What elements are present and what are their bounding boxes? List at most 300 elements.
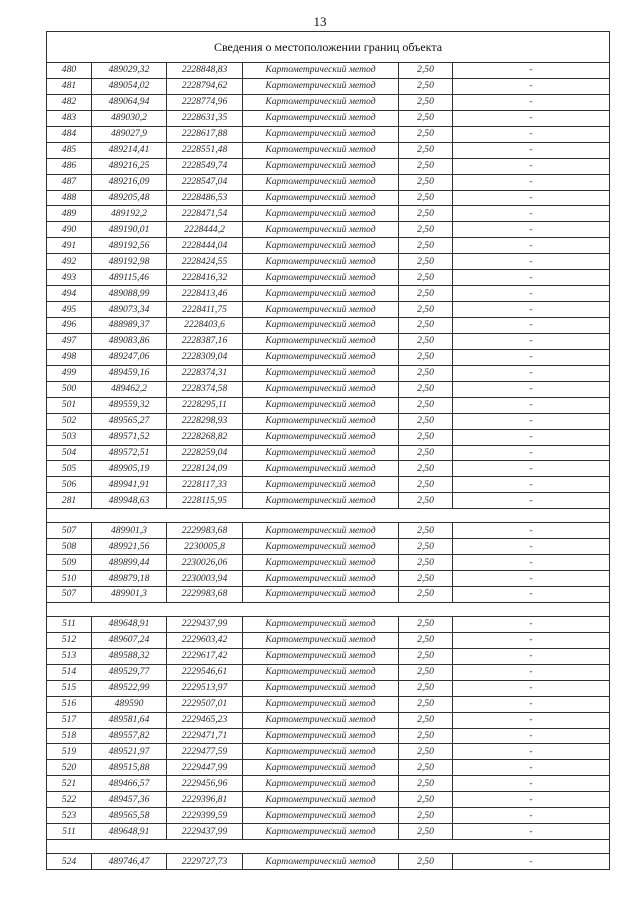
table-row bbox=[47, 286, 610, 302]
method-cell: Картометрический метод bbox=[243, 664, 399, 680]
description-cell: - bbox=[453, 413, 610, 429]
table-row bbox=[47, 158, 610, 174]
point-number-cell: 511 bbox=[47, 616, 92, 632]
y-coordinate-cell: 2228551,48 bbox=[167, 142, 243, 158]
table-row bbox=[47, 477, 610, 493]
description-cell: - bbox=[453, 648, 610, 664]
accuracy-cell: 2,50 bbox=[399, 728, 453, 744]
x-coordinate-cell: 489115,46 bbox=[92, 270, 167, 286]
accuracy-cell: 2,50 bbox=[399, 190, 453, 206]
description-cell: - bbox=[453, 808, 610, 824]
separator-cell bbox=[47, 602, 610, 616]
point-number-cell: 488 bbox=[47, 190, 92, 206]
x-coordinate-cell: 489205,48 bbox=[92, 190, 167, 206]
point-number-cell: 519 bbox=[47, 744, 92, 760]
table-row bbox=[47, 142, 610, 158]
y-coordinate-cell: 2229471,71 bbox=[167, 728, 243, 744]
point-number-cell: 496 bbox=[47, 318, 92, 334]
y-coordinate-cell: 2228411,75 bbox=[167, 302, 243, 318]
method-cell: Картометрический метод bbox=[243, 190, 399, 206]
x-coordinate-cell: 489192,2 bbox=[92, 206, 167, 222]
x-coordinate-cell: 489901,3 bbox=[92, 587, 167, 603]
accuracy-cell: 2,50 bbox=[399, 696, 453, 712]
x-coordinate-cell: 489746,47 bbox=[92, 854, 167, 870]
x-coordinate-cell: 489571,52 bbox=[92, 429, 167, 445]
x-coordinate-cell: 488989,37 bbox=[92, 318, 167, 334]
table-row bbox=[47, 206, 610, 222]
y-coordinate-cell: 2229617,42 bbox=[167, 648, 243, 664]
table-row bbox=[47, 238, 610, 254]
y-coordinate-cell: 2229456,96 bbox=[167, 776, 243, 792]
x-coordinate-cell: 489073,34 bbox=[92, 302, 167, 318]
y-coordinate-cell: 2228547,04 bbox=[167, 174, 243, 190]
y-coordinate-cell: 2228794,62 bbox=[167, 78, 243, 94]
x-coordinate-cell: 489029,32 bbox=[92, 63, 167, 79]
point-number-cell: 524 bbox=[47, 854, 92, 870]
x-coordinate-cell: 489905,19 bbox=[92, 461, 167, 477]
method-cell: Картометрический метод bbox=[243, 63, 399, 79]
method-cell: Картометрический метод bbox=[243, 333, 399, 349]
method-cell: Картометрический метод bbox=[243, 110, 399, 126]
accuracy-cell: 2,50 bbox=[399, 222, 453, 238]
method-cell: Картометрический метод bbox=[243, 78, 399, 94]
accuracy-cell: 2,50 bbox=[399, 477, 453, 493]
description-cell: - bbox=[453, 94, 610, 110]
method-cell: Картометрический метод bbox=[243, 222, 399, 238]
x-coordinate-cell: 489515,88 bbox=[92, 760, 167, 776]
group-separator bbox=[47, 840, 610, 854]
table-row bbox=[47, 616, 610, 632]
y-coordinate-cell: 2228374,58 bbox=[167, 381, 243, 397]
method-cell: Картометрический метод bbox=[243, 126, 399, 142]
x-coordinate-cell: 489648,91 bbox=[92, 824, 167, 840]
table-row bbox=[47, 808, 610, 824]
table-row bbox=[47, 760, 610, 776]
table-row bbox=[47, 254, 610, 270]
accuracy-cell: 2,50 bbox=[399, 126, 453, 142]
point-number-cell: 523 bbox=[47, 808, 92, 824]
y-coordinate-cell: 2228309,04 bbox=[167, 349, 243, 365]
description-cell: - bbox=[453, 555, 610, 571]
table-row bbox=[47, 776, 610, 792]
table-row bbox=[47, 397, 610, 413]
y-coordinate-cell: 2229477,59 bbox=[167, 744, 243, 760]
accuracy-cell: 2,50 bbox=[399, 397, 453, 413]
table-row bbox=[47, 318, 610, 334]
accuracy-cell: 2,50 bbox=[399, 254, 453, 270]
accuracy-cell: 2,50 bbox=[399, 824, 453, 840]
y-coordinate-cell: 2229447,99 bbox=[167, 760, 243, 776]
description-cell: - bbox=[453, 744, 610, 760]
description-cell: - bbox=[453, 238, 610, 254]
x-coordinate-cell: 489459,16 bbox=[92, 365, 167, 381]
accuracy-cell: 2,50 bbox=[399, 712, 453, 728]
point-number-cell: 481 bbox=[47, 78, 92, 94]
y-coordinate-cell: 2228387,16 bbox=[167, 333, 243, 349]
accuracy-cell: 2,50 bbox=[399, 571, 453, 587]
accuracy-cell: 2,50 bbox=[399, 158, 453, 174]
method-cell: Картометрический метод bbox=[243, 286, 399, 302]
description-cell: - bbox=[453, 270, 610, 286]
x-coordinate-cell: 489030,2 bbox=[92, 110, 167, 126]
description-cell: - bbox=[453, 539, 610, 555]
description-cell: - bbox=[453, 174, 610, 190]
x-coordinate-cell: 489214,41 bbox=[92, 142, 167, 158]
accuracy-cell: 2,50 bbox=[399, 63, 453, 79]
point-number-cell: 507 bbox=[47, 587, 92, 603]
boundary-table bbox=[46, 31, 610, 870]
description-cell: - bbox=[453, 712, 610, 728]
y-coordinate-cell: 2228124,09 bbox=[167, 461, 243, 477]
x-coordinate-cell: 489588,32 bbox=[92, 648, 167, 664]
description-cell: - bbox=[453, 349, 610, 365]
y-coordinate-cell: 2228444,2 bbox=[167, 222, 243, 238]
description-cell: - bbox=[453, 190, 610, 206]
accuracy-cell: 2,50 bbox=[399, 413, 453, 429]
y-coordinate-cell: 2229513,97 bbox=[167, 680, 243, 696]
description-cell: - bbox=[453, 854, 610, 870]
point-number-cell: 497 bbox=[47, 333, 92, 349]
table-row bbox=[47, 94, 610, 110]
point-number-cell: 520 bbox=[47, 760, 92, 776]
point-number-cell: 501 bbox=[47, 397, 92, 413]
description-cell: - bbox=[453, 776, 610, 792]
method-cell: Картометрический метод bbox=[243, 808, 399, 824]
table-row bbox=[47, 712, 610, 728]
x-coordinate-cell: 489572,51 bbox=[92, 445, 167, 461]
y-coordinate-cell: 2228486,53 bbox=[167, 190, 243, 206]
accuracy-cell: 2,50 bbox=[399, 760, 453, 776]
y-coordinate-cell: 2229727,73 bbox=[167, 854, 243, 870]
method-cell: Картометрический метод bbox=[243, 302, 399, 318]
point-number-cell: 480 bbox=[47, 63, 92, 79]
description-cell: - bbox=[453, 571, 610, 587]
y-coordinate-cell: 2228774,96 bbox=[167, 94, 243, 110]
y-coordinate-cell: 2228374,31 bbox=[167, 365, 243, 381]
point-number-cell: 512 bbox=[47, 632, 92, 648]
x-coordinate-cell: 489648,91 bbox=[92, 616, 167, 632]
method-cell: Картометрический метод bbox=[243, 413, 399, 429]
y-coordinate-cell: 2228117,33 bbox=[167, 477, 243, 493]
method-cell: Картометрический метод bbox=[243, 680, 399, 696]
description-cell: - bbox=[453, 158, 610, 174]
description-cell: - bbox=[453, 664, 610, 680]
x-coordinate-cell: 489083,86 bbox=[92, 333, 167, 349]
description-cell: - bbox=[453, 286, 610, 302]
x-coordinate-cell: 489466,57 bbox=[92, 776, 167, 792]
y-coordinate-cell: 2228471,54 bbox=[167, 206, 243, 222]
description-cell: - bbox=[453, 728, 610, 744]
table-row bbox=[47, 744, 610, 760]
description-cell: - bbox=[453, 696, 610, 712]
point-number-cell: 489 bbox=[47, 206, 92, 222]
x-coordinate-cell: 489247,06 bbox=[92, 349, 167, 365]
y-coordinate-cell: 2229396,81 bbox=[167, 792, 243, 808]
description-cell: - bbox=[453, 142, 610, 158]
point-number-cell: 504 bbox=[47, 445, 92, 461]
table-row bbox=[47, 333, 610, 349]
separator-cell bbox=[47, 840, 610, 854]
table-row bbox=[47, 270, 610, 286]
x-coordinate-cell: 489462,2 bbox=[92, 381, 167, 397]
method-cell: Картометрический метод bbox=[243, 365, 399, 381]
x-coordinate-cell: 489190,01 bbox=[92, 222, 167, 238]
table-row bbox=[47, 381, 610, 397]
point-number-cell: 522 bbox=[47, 792, 92, 808]
y-coordinate-cell: 2229437,99 bbox=[167, 616, 243, 632]
method-cell: Картометрический метод bbox=[243, 648, 399, 664]
y-coordinate-cell: 2230003,94 bbox=[167, 571, 243, 587]
method-cell: Картометрический метод bbox=[243, 587, 399, 603]
y-coordinate-cell: 2228444,04 bbox=[167, 238, 243, 254]
method-cell: Картометрический метод bbox=[243, 429, 399, 445]
description-cell: - bbox=[453, 110, 610, 126]
point-number-cell: 521 bbox=[47, 776, 92, 792]
method-cell: Картометрический метод bbox=[243, 142, 399, 158]
x-coordinate-cell: 489559,32 bbox=[92, 397, 167, 413]
table-row bbox=[47, 696, 610, 712]
y-coordinate-cell: 2228424,55 bbox=[167, 254, 243, 270]
accuracy-cell: 2,50 bbox=[399, 142, 453, 158]
point-number-cell: 494 bbox=[47, 286, 92, 302]
table-row bbox=[47, 571, 610, 587]
table-row bbox=[47, 63, 610, 79]
point-number-cell: 511 bbox=[47, 824, 92, 840]
description-cell: - bbox=[453, 760, 610, 776]
table-row bbox=[47, 445, 610, 461]
table-row bbox=[47, 824, 610, 840]
accuracy-cell: 2,50 bbox=[399, 206, 453, 222]
point-number-cell: 485 bbox=[47, 142, 92, 158]
point-number-cell: 508 bbox=[47, 539, 92, 555]
method-cell: Картометрический метод bbox=[243, 571, 399, 587]
y-coordinate-cell: 2228115,95 bbox=[167, 493, 243, 509]
method-cell: Картометрический метод bbox=[243, 381, 399, 397]
method-cell: Картометрический метод bbox=[243, 854, 399, 870]
x-coordinate-cell: 489027,9 bbox=[92, 126, 167, 142]
point-number-cell: 513 bbox=[47, 648, 92, 664]
accuracy-cell: 2,50 bbox=[399, 94, 453, 110]
y-coordinate-cell: 2228268,82 bbox=[167, 429, 243, 445]
method-cell: Картометрический метод bbox=[243, 776, 399, 792]
description-cell: - bbox=[453, 63, 610, 79]
table-row bbox=[47, 728, 610, 744]
x-coordinate-cell: 489521,97 bbox=[92, 744, 167, 760]
accuracy-cell: 2,50 bbox=[399, 792, 453, 808]
method-cell: Картометрический метод bbox=[243, 397, 399, 413]
x-coordinate-cell: 489529,77 bbox=[92, 664, 167, 680]
point-number-cell: 516 bbox=[47, 696, 92, 712]
table-row bbox=[47, 78, 610, 94]
x-coordinate-cell: 489590 bbox=[92, 696, 167, 712]
point-number-cell: 493 bbox=[47, 270, 92, 286]
method-cell: Картометрический метод bbox=[243, 349, 399, 365]
y-coordinate-cell: 2229546,61 bbox=[167, 664, 243, 680]
point-number-cell: 498 bbox=[47, 349, 92, 365]
method-cell: Картометрический метод bbox=[243, 270, 399, 286]
accuracy-cell: 2,50 bbox=[399, 286, 453, 302]
method-cell: Картометрический метод bbox=[243, 318, 399, 334]
description-cell: - bbox=[453, 587, 610, 603]
accuracy-cell: 2,50 bbox=[399, 854, 453, 870]
x-coordinate-cell: 489557,82 bbox=[92, 728, 167, 744]
table-row bbox=[47, 302, 610, 318]
x-coordinate-cell: 489901,3 bbox=[92, 523, 167, 539]
accuracy-cell: 2,50 bbox=[399, 365, 453, 381]
x-coordinate-cell: 489457,36 bbox=[92, 792, 167, 808]
point-number-cell: 484 bbox=[47, 126, 92, 142]
accuracy-cell: 2,50 bbox=[399, 318, 453, 334]
description-cell: - bbox=[453, 824, 610, 840]
table-row bbox=[47, 680, 610, 696]
description-cell: - bbox=[453, 445, 610, 461]
y-coordinate-cell: 2228848,83 bbox=[167, 63, 243, 79]
x-coordinate-cell: 489941,91 bbox=[92, 477, 167, 493]
description-cell: - bbox=[453, 381, 610, 397]
method-cell: Картометрический метод bbox=[243, 254, 399, 270]
table-row bbox=[47, 587, 610, 603]
accuracy-cell: 2,50 bbox=[399, 174, 453, 190]
y-coordinate-cell: 2229437,99 bbox=[167, 824, 243, 840]
method-cell: Картометрический метод bbox=[243, 94, 399, 110]
x-coordinate-cell: 489607,24 bbox=[92, 632, 167, 648]
method-cell: Картометрический метод bbox=[243, 158, 399, 174]
x-coordinate-cell: 489088,99 bbox=[92, 286, 167, 302]
table-row bbox=[47, 429, 610, 445]
table-row bbox=[47, 110, 610, 126]
accuracy-cell: 2,50 bbox=[399, 616, 453, 632]
y-coordinate-cell: 2229399,59 bbox=[167, 808, 243, 824]
accuracy-cell: 2,50 bbox=[399, 429, 453, 445]
point-number-cell: 486 bbox=[47, 158, 92, 174]
method-cell: Картометрический метод bbox=[243, 744, 399, 760]
point-number-cell: 487 bbox=[47, 174, 92, 190]
accuracy-cell: 2,50 bbox=[399, 110, 453, 126]
description-cell: - bbox=[453, 365, 610, 381]
table-row bbox=[47, 461, 610, 477]
accuracy-cell: 2,50 bbox=[399, 445, 453, 461]
group-separator bbox=[47, 602, 610, 616]
description-cell: - bbox=[453, 333, 610, 349]
table-row bbox=[47, 632, 610, 648]
point-number-cell: 281 bbox=[47, 493, 92, 509]
table-row bbox=[47, 854, 610, 870]
accuracy-cell: 2,50 bbox=[399, 302, 453, 318]
method-cell: Картометрический метод bbox=[243, 174, 399, 190]
method-cell: Картометрический метод bbox=[243, 206, 399, 222]
table-row bbox=[47, 222, 610, 238]
point-number-cell: 499 bbox=[47, 365, 92, 381]
description-cell: - bbox=[453, 429, 610, 445]
table-row bbox=[47, 349, 610, 365]
description-cell: - bbox=[453, 461, 610, 477]
description-cell: - bbox=[453, 632, 610, 648]
accuracy-cell: 2,50 bbox=[399, 664, 453, 680]
method-cell: Картометрический метод bbox=[243, 238, 399, 254]
description-cell: - bbox=[453, 477, 610, 493]
method-cell: Картометрический метод bbox=[243, 461, 399, 477]
accuracy-cell: 2,50 bbox=[399, 539, 453, 555]
x-coordinate-cell: 489064,94 bbox=[92, 94, 167, 110]
table-row bbox=[47, 365, 610, 381]
description-cell: - bbox=[453, 792, 610, 808]
x-coordinate-cell: 489192,98 bbox=[92, 254, 167, 270]
accuracy-cell: 2,50 bbox=[399, 381, 453, 397]
accuracy-cell: 2,50 bbox=[399, 648, 453, 664]
point-number-cell: 492 bbox=[47, 254, 92, 270]
accuracy-cell: 2,50 bbox=[399, 776, 453, 792]
x-coordinate-cell: 489899,44 bbox=[92, 555, 167, 571]
point-number-cell: 490 bbox=[47, 222, 92, 238]
accuracy-cell: 2,50 bbox=[399, 349, 453, 365]
table-row bbox=[47, 413, 610, 429]
x-coordinate-cell: 489522,99 bbox=[92, 680, 167, 696]
point-number-cell: 509 bbox=[47, 555, 92, 571]
point-number-cell: 518 bbox=[47, 728, 92, 744]
description-cell: - bbox=[453, 523, 610, 539]
point-number-cell: 495 bbox=[47, 302, 92, 318]
y-coordinate-cell: 2228416,32 bbox=[167, 270, 243, 286]
method-cell: Картометрический метод bbox=[243, 632, 399, 648]
table-body bbox=[47, 63, 610, 870]
method-cell: Картометрический метод bbox=[243, 539, 399, 555]
point-number-cell: 502 bbox=[47, 413, 92, 429]
y-coordinate-cell: 2229983,68 bbox=[167, 523, 243, 539]
y-coordinate-cell: 2229603,42 bbox=[167, 632, 243, 648]
y-coordinate-cell: 2228259,04 bbox=[167, 445, 243, 461]
accuracy-cell: 2,50 bbox=[399, 523, 453, 539]
x-coordinate-cell: 489879,18 bbox=[92, 571, 167, 587]
method-cell: Картометрический метод bbox=[243, 728, 399, 744]
accuracy-cell: 2,50 bbox=[399, 238, 453, 254]
description-cell: - bbox=[453, 616, 610, 632]
x-coordinate-cell: 489216,09 bbox=[92, 174, 167, 190]
table-row bbox=[47, 539, 610, 555]
description-cell: - bbox=[453, 397, 610, 413]
method-cell: Картометрический метод bbox=[243, 696, 399, 712]
method-cell: Картометрический метод bbox=[243, 523, 399, 539]
accuracy-cell: 2,50 bbox=[399, 555, 453, 571]
method-cell: Картометрический метод bbox=[243, 493, 399, 509]
x-coordinate-cell: 489565,58 bbox=[92, 808, 167, 824]
group-separator bbox=[47, 509, 610, 523]
description-cell: - bbox=[453, 206, 610, 222]
y-coordinate-cell: 2228631,35 bbox=[167, 110, 243, 126]
accuracy-cell: 2,50 bbox=[399, 270, 453, 286]
table-row bbox=[47, 792, 610, 808]
method-cell: Картометрический метод bbox=[243, 555, 399, 571]
method-cell: Картометрический метод bbox=[243, 445, 399, 461]
point-number-cell: 514 bbox=[47, 664, 92, 680]
method-cell: Картометрический метод bbox=[243, 616, 399, 632]
point-number-cell: 500 bbox=[47, 381, 92, 397]
description-cell: - bbox=[453, 254, 610, 270]
y-coordinate-cell: 2228413,46 bbox=[167, 286, 243, 302]
point-number-cell: 505 bbox=[47, 461, 92, 477]
x-coordinate-cell: 489921,56 bbox=[92, 539, 167, 555]
x-coordinate-cell: 489565,27 bbox=[92, 413, 167, 429]
point-number-cell: 491 bbox=[47, 238, 92, 254]
table-row bbox=[47, 174, 610, 190]
x-coordinate-cell: 489192,56 bbox=[92, 238, 167, 254]
accuracy-cell: 2,50 bbox=[399, 587, 453, 603]
table-row bbox=[47, 126, 610, 142]
description-cell: - bbox=[453, 302, 610, 318]
accuracy-cell: 2,50 bbox=[399, 493, 453, 509]
y-coordinate-cell: 2230005,8 bbox=[167, 539, 243, 555]
method-cell: Картометрический метод bbox=[243, 760, 399, 776]
table-row bbox=[47, 523, 610, 539]
